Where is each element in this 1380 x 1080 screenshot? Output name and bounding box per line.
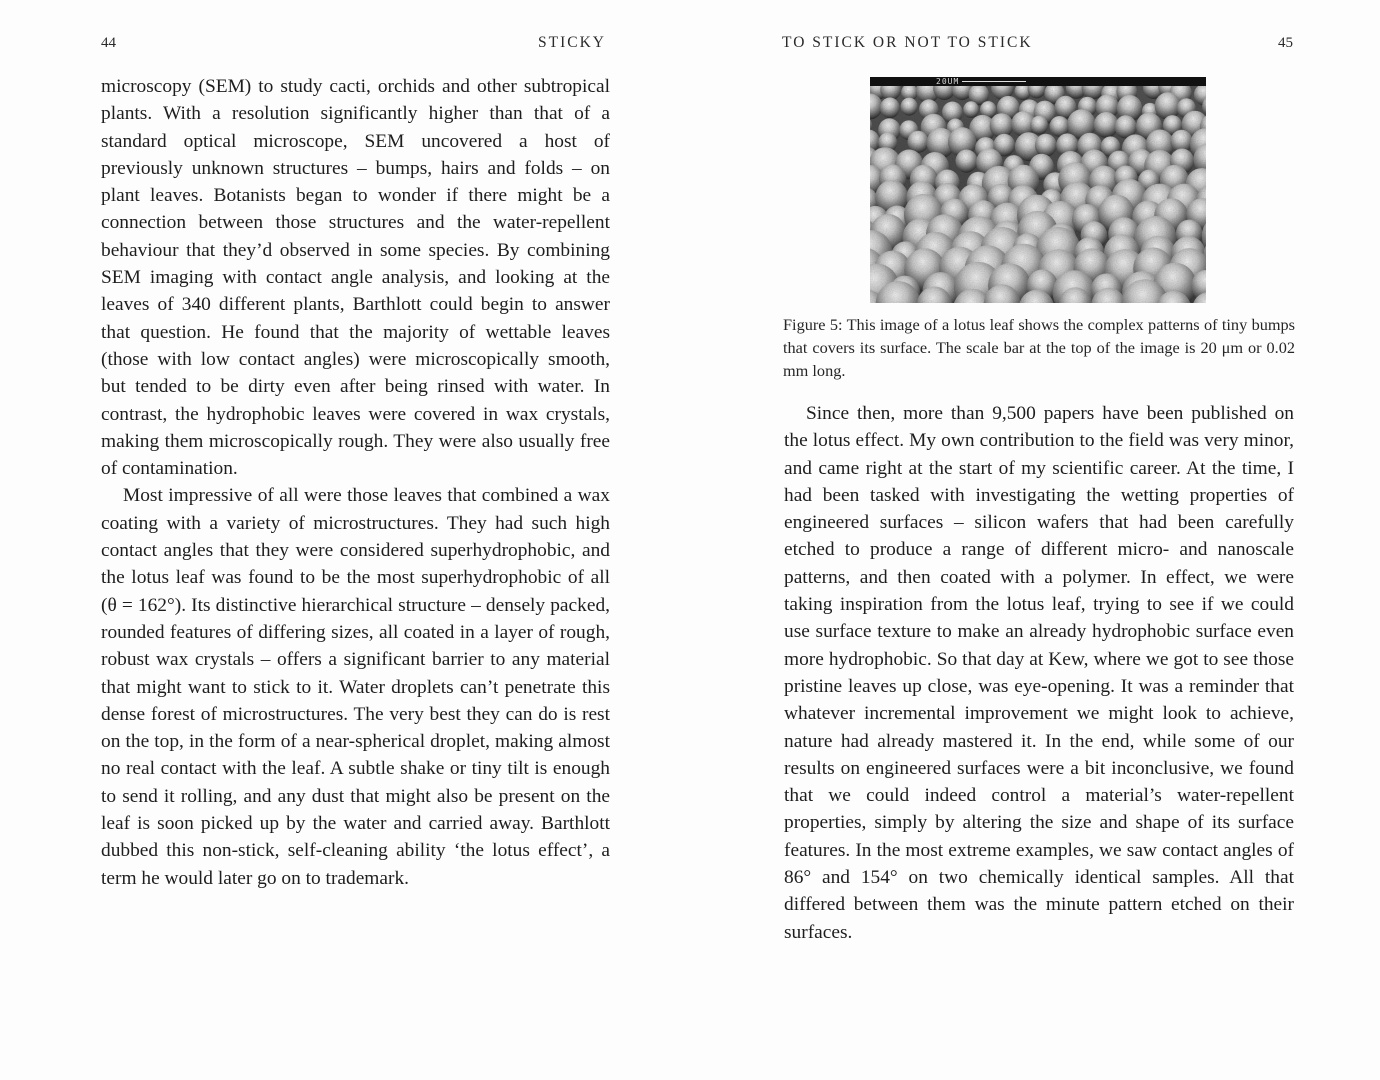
lotus-leaf-sem-image <box>870 77 1206 303</box>
running-head-left: STICKY <box>538 34 606 51</box>
scale-bar-label: 20UM <box>936 77 960 86</box>
page-number-right: 45 <box>1278 35 1293 51</box>
scale-bar <box>870 77 1206 86</box>
page-number-left: 44 <box>101 35 116 51</box>
sem-micrograph <box>870 77 1206 303</box>
right-page <box>690 0 1380 1080</box>
left-body-text <box>101 73 610 892</box>
running-head-right: TO STICK OR NOT TO STICK <box>782 34 1033 51</box>
paragraph: microscopy (SEM) to study cacti, orchids and other subtropical plants. With a resolution significantly higher than that of a standard optical microscope, SEM uncovered a host of previously unknown structures – bumps, hairs and folds – on plant leaves. Botanists began to wonder if there might be a connection between those structures and the water-repellent behaviour that they’d observed in some species. By combining SEM imaging with contact angle analysis, and looking at the leaves of 340 different plants, Barthlott could begin to answer that question. He found that the majority of wettable leaves (those with low contact angles) were microscopically smooth, but tended to be dirty even after being rinsed with water. In contrast, the hydrophobic leaves were covered in wax crystals, making them microscopically rough. They were also usually free of contamination. <box>101 76 610 480</box>
right-body-text <box>784 400 1294 946</box>
paragraph: Most impressive of all were those leaves that combined a wax coating with a variety of microstructures. They had such high contact angles that they were considered superhydrophobic, and the lotus leaf was found to be the most superhydrophobic of all (θ = 162°). Its distinctive hierarchical structure – densely packed, rounded features of differing sizes, all coated in a layer of rough, robust wax crystals – offers a significant barrier to any material that might want to stick to it. Water droplets can’t penetrate this dense forest of microstructures. The very best they can do is rest on the top, in the form of a near-spherical droplet, making almost no real contact with the leaf. A subtle shake or tiny tilt is enough to send it rolling, and any dust that might also be present on the leaf is soon picked up by the water and carried away. Barthlott dubbed this non-stick, self-cleaning ability ‘the lotus effect’, a term he would later go on to trademark. <box>101 485 610 889</box>
figure-caption: Figure 5: This image of a lotus leaf shows the complex patterns of tiny bumps that covers its surface. The scale bar at the top of the image is 20 μm or 0.02 mm long. <box>783 315 1295 380</box>
paragraph: Since then, more than 9,500 papers have been published on the lotus effect. My own contribution to the field was very minor, and came right at the start of my scientific career. At the time, I had been tasked with investigating the wetting properties of engineered surfaces – silicon wafers that had been carefully etched to produce a range of different micro- and nanoscale patterns, and then coated with a polymer. In effect, we were taking inspiration from the lotus leaf, trying to see if we could use surface texture to make an already hydrophobic surface even more hydrophobic. So that day at Kew, where we got to see those pristine leaves up close, was eye-opening. It was a reminder that whatever incremental improvement we might look to achieve, nature had already mastered it. In the end, while some of our results on engineered surfaces were a bit inconclusive, we found that we could indeed control a material’s water-repellent properties, simply by altering the size and shape of its surface features. In the most extreme examples, we saw contact angles of 86° and 154° on two chemically identical samples. All that differed between them was the minute pattern etched on their surfaces. <box>784 403 1294 943</box>
scale-bar-line <box>962 81 1026 82</box>
